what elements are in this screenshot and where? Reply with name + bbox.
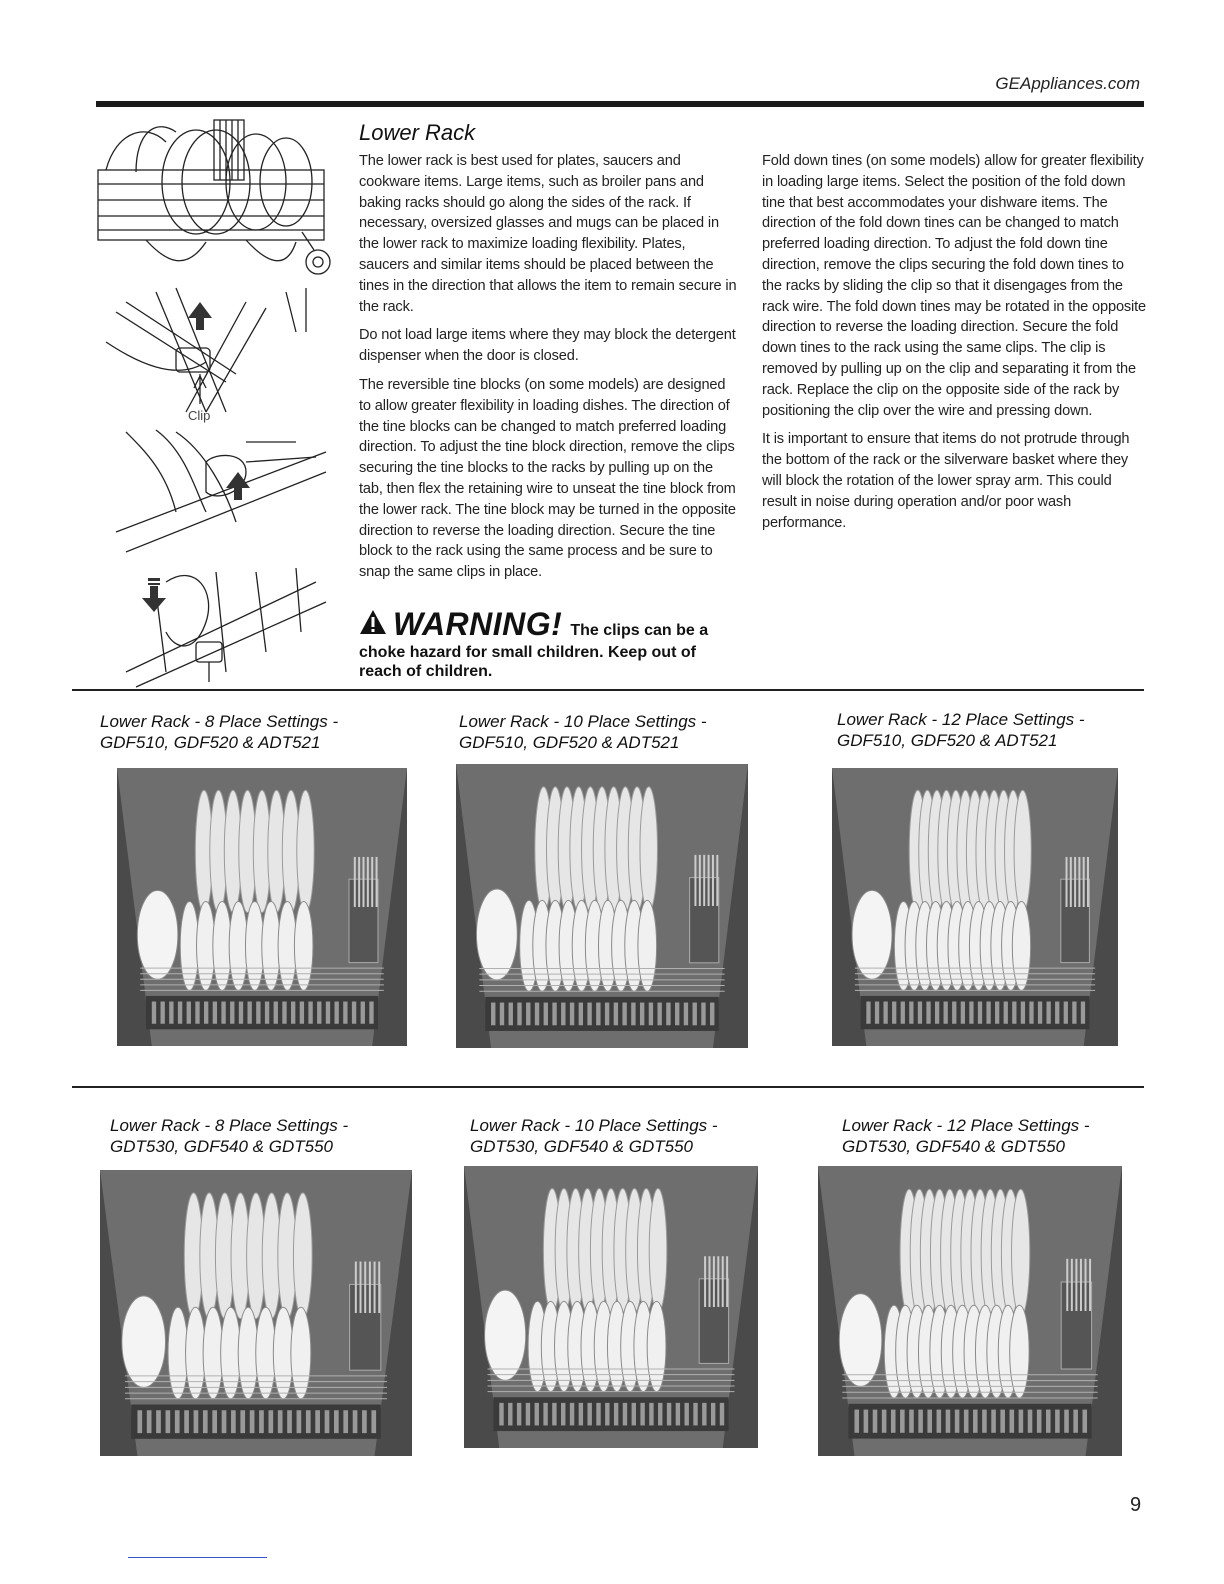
- photo-caption-r2-2: Lower Rack - 10 Place Settings - GDT530, GDF540 & GDT550: [470, 1116, 718, 1156]
- warning-text-start: The clips can be a: [570, 622, 709, 639]
- left-paragraph-1: The lower rack is best used for plates, saucers and cookware items. Large items, such as broiler pans and baking racks should go along the sides of the rack. If necessary, oversized glasses and mugs can be placed in the lower rack to maximize loading flexibility. Plates, saucers and similar items should be placed between the tines in the direction that allows the item to remain secure in the rack.: [359, 153, 737, 315]
- section-divider-1: [72, 689, 1144, 691]
- left-paragraph-2: Do not load large items where they may block the detergent dispenser when the door is closed.: [359, 327, 736, 365]
- warning-block: [359, 606, 739, 681]
- section-title: Lower Rack: [359, 120, 476, 145]
- left-text-column: [359, 151, 739, 591]
- clip-label: Clip: [188, 408, 211, 423]
- rack-photo-graphic: [818, 1166, 1122, 1456]
- rack-photo-r1-1: [117, 768, 407, 1046]
- rack-photo-graphic: [832, 768, 1118, 1046]
- right-paragraph-2: It is important to ensure that items do not protrude through the bottom of the rack or the silverware basket where they will block the rotation of the lower spray arm. This could result in noise during operation and/or poor wash performance.: [762, 431, 1130, 531]
- footer-rule: [128, 1557, 267, 1558]
- rack-photo-graphic: [100, 1170, 412, 1456]
- photo-caption-r2-3: Lower Rack - 12 Place Settings - GDT530, GDF540 & GDT550: [842, 1116, 1090, 1156]
- photo-caption-r1-1: Lower Rack - 8 Place Settings - GDF510, GDF520 & ADT521: [100, 712, 339, 752]
- left-paragraph-3: The reversible tine blocks (on some models) are designed to allow greater flexibility in loading dishes. The direction of the tine blocks can be changed to match preferred loading direction. To adjust the tine block direction, remove the clips securing the tine blocks to the racks by pulling up on the tab, then flex the retaining wire to unseat the tine block from the lower rack. The tine block may be turned in the opposite direction to reverse the loading direction. Secure the tine block to the rack using the same process and be sure to snap the same clips in place.: [359, 376, 736, 581]
- rack-photo-r1-2: [456, 764, 748, 1048]
- rack-photo-r2-2: [464, 1166, 758, 1448]
- rack-photo-graphic: [464, 1166, 758, 1448]
- photo-caption-r2-1: Lower Rack - 8 Place Settings - GDT530, GDF540 & GDT550: [110, 1116, 349, 1156]
- right-paragraph-1: Fold down tines (on some models) allow for greater flexibility in loading large items. Select the position of the fold down tine that best accommodates your dishware items. The direction of the fold down tines can be changed to match preferred loading direction. To adjust the fold down tine direction, remove the clips securing the fold down tines to the racks by sliding the clip so that it disengages from the rack wire. The fold down tines may be rotated in the opposite direction to reverse the loading direction. Secure the fold down tines to the rack using the same clips. The clip is removed by pulling up on the clip and separating it from the rack. Replace the clip on the opposite side of the rack by positioning the clip over the wire and pressing down.: [762, 153, 1147, 419]
- rack-photo-graphic: [117, 768, 407, 1046]
- rack-illustrations: [96, 112, 336, 692]
- rack-line-drawings: [96, 112, 336, 692]
- header-rule: [96, 101, 1144, 107]
- rack-photo-r2-1: [100, 1170, 412, 1456]
- warning-triangle-icon: [359, 609, 387, 635]
- warning-text: choke hazard for small children. Keep out of reach of children.: [359, 644, 696, 680]
- warning-word: WARNING!: [393, 606, 563, 642]
- section-divider-2: [72, 1086, 1144, 1088]
- right-text-column: [762, 151, 1147, 541]
- site-url: GEAppliances.com: [995, 74, 1140, 93]
- page-number: 9: [1130, 1494, 1142, 1516]
- rack-photo-graphic: [456, 764, 748, 1048]
- photo-caption-r1-2: Lower Rack - 10 Place Settings - GDF510, GDF520 & ADT521: [459, 712, 707, 752]
- photo-caption-r1-3: Lower Rack - 12 Place Settings - GDF510, GDF520 & ADT521: [837, 710, 1085, 750]
- rack-photo-r1-3: [832, 768, 1118, 1046]
- rack-photo-r2-3: [818, 1166, 1122, 1456]
